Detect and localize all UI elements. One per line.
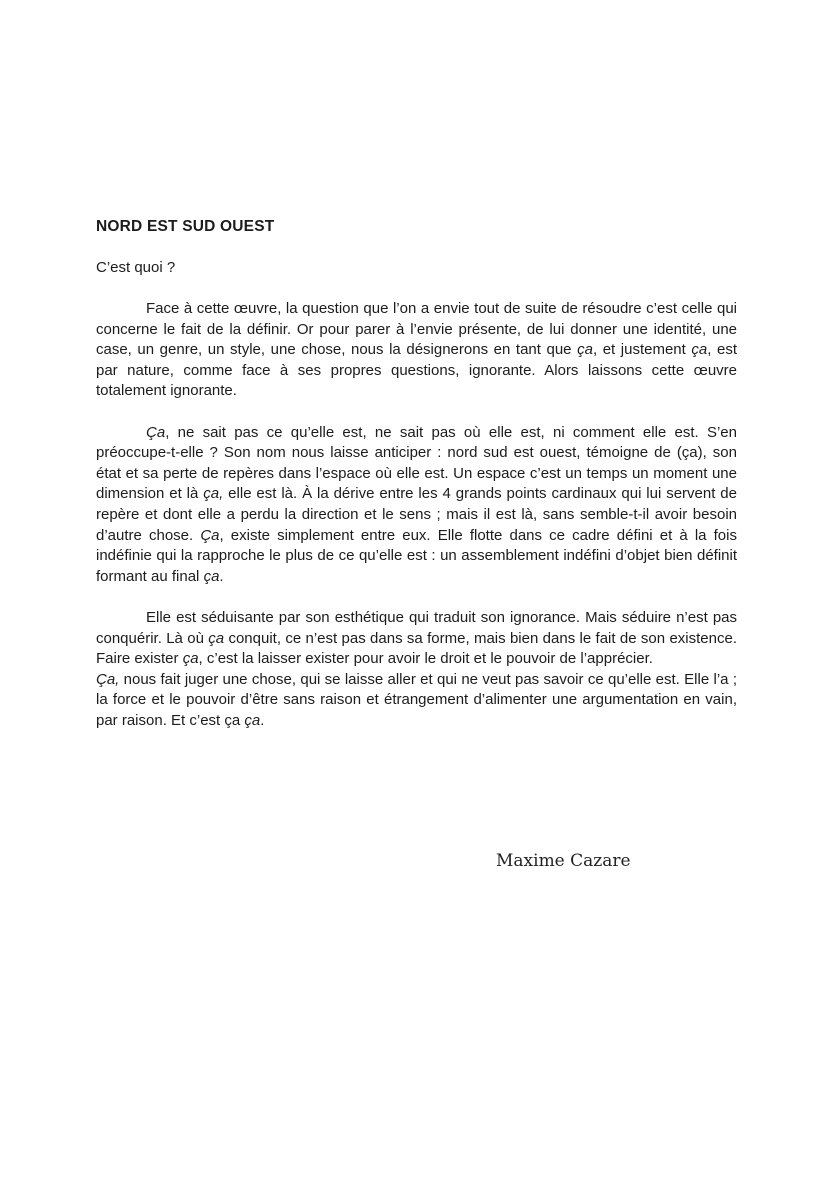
paragraph-2: [96, 423, 737, 588]
page-content: [96, 217, 737, 752]
text-run: , c’est la laisser exister pour avoir le droit et le pouvoir de l’apprécier.: [198, 650, 653, 668]
text-run: ça: [182, 650, 199, 668]
text-run: ça: [577, 341, 593, 359]
text-run: .: [260, 711, 265, 729]
text-run: conquit, ce n’est pas dans sa forme, mais bien dans le fait de son existence. Faire exister: [96, 629, 737, 668]
text-run: Face à cette œuvre, la question que l’on a envie tout de suite de résoudre c’est celle qui concerne le fait de la définir. Or pour parer à l’envie présente, de lui donner une identité, une case, un genre, un style, une chose, nous la désignerons en tant que: [96, 300, 737, 359]
text-run: , existe simplement entre eux. Elle flotte dans ce cadre défini et à la fois indéfinie qui la rapproche le plus de ce qu’elle est : un assemblement indéfini d’objet bien définit formant au final: [96, 526, 737, 585]
paragraph-3: [96, 608, 737, 732]
text-run: , ne sait pas ce qu’elle est, ne sait pas où elle est, ni comment elle est. S’en préoccupe-t-elle ? Son nom nous laisse anticiper : nord sud est ouest, témoigne de (ça), son état et sa perte de repères dans l’espace où elle est. Un espace c’est un temps un moment une dimension et là: [96, 423, 737, 503]
text-run: Ça: [146, 423, 166, 441]
text-run: , est par nature, comme face à ses propres questions, ignorante. Alors laissons cette œuvre totalement ignorante.: [96, 341, 737, 400]
text-run: , et justement: [592, 341, 692, 359]
text-run: ça: [691, 341, 708, 359]
text-run: ça,: [203, 485, 224, 503]
signature-author: Maxime Cazare: [496, 851, 631, 871]
text-run: ça: [244, 711, 261, 729]
document-title: NORD EST SUD OUEST: [96, 218, 275, 235]
text-run: Ça,: [96, 670, 120, 688]
text-run: nous fait juger une chose, qui se laisse aller et qui ne veut pas savoir ce qu’elle est. Elle l’a ; la force et le pouvoir d’être sans raison et étrangement d’alimenter une argumentation en vain, par raison. Et c’est ça: [96, 670, 737, 729]
text-run: .: [219, 567, 224, 585]
text-run: Ça: [200, 526, 220, 544]
document-subtitle: C’est quoi ?: [96, 258, 176, 276]
text-run: ça: [208, 629, 225, 647]
paragraph-1: [96, 299, 737, 402]
text-run: Elle est séduisante par son esthétique qui traduit son ignorance. Mais séduire n’est pas conquérir. Là où: [96, 608, 737, 647]
text-run: ça: [203, 567, 220, 585]
text-run: elle est là. À la dérive entre les 4 grands points cardinaux qui lui servent de repère et dont elle a perdu la direction et le sens ; mais il est là, sans semble-t-il avoir besoin d’autre chose.: [96, 485, 737, 544]
